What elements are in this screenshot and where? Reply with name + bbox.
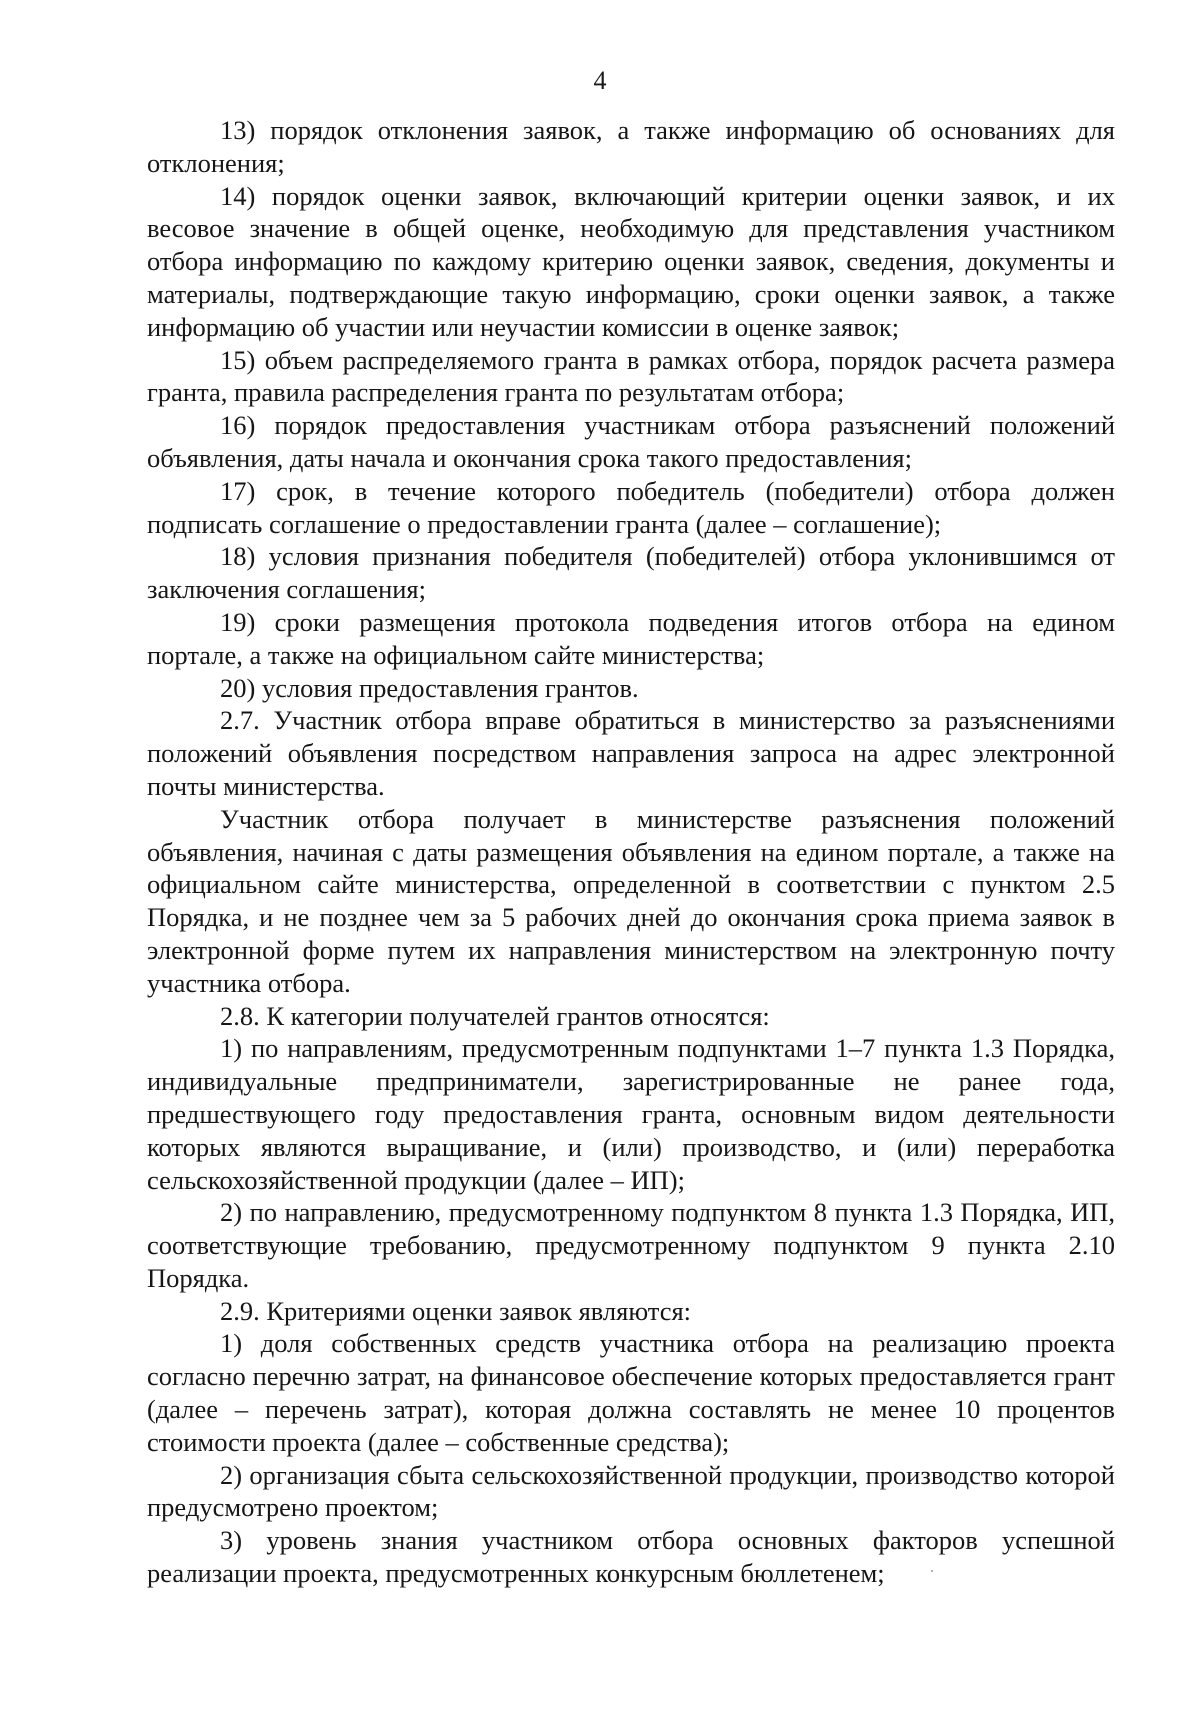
- paragraph-item-20: 20) условия предоставления грантов.: [220, 672, 639, 703]
- page-number: 4: [593, 66, 607, 95]
- paragraph-criterion-2: 2) организация сбыта сельскохозяйственной продукции, производство которой предусмотрено проектом;: [147, 1459, 1115, 1523]
- paragraph-item-14: 14) порядок оценки заявок, включающий критерии оценки заявок, и их весовое значение в общей оценке, необходимую для представления участником отбора информацию по каждому критерию оценки заявок, сведения, документы и материалы, подтверждающие такую информацию, сроки оценки заявок, а также информацию об участии или неучастии комиссии в оценке заявок;: [147, 180, 1115, 342]
- scan-speck: [931, 1570, 933, 1572]
- document-body: [147, 114, 1115, 1590]
- paragraph-item-15: 15) объем распределяемого гранта в рамках отбора, порядок расчета размера гранта, правила распределения гранта по результатам отбора;: [147, 344, 1115, 408]
- paragraph-section-2-7: 2.7. Участник отбора вправе обратиться в министерство за разъяснениями положений объявления посредством направления запроса на адрес электронной почты министерства.: [147, 705, 1115, 801]
- paragraph-clarifications: Участник отбора получает в министерстве разъяснения положений объявления, начиная с даты размещения объявления на едином портале, а также на официальном сайте министерства, определенной в соответствии с пунктом 2.5 Порядка, и не позднее чем за 5 рабочих дней до окончания срока приема заявок в электронной форме путем их направления министерством на электронную почту участника отбора.: [147, 803, 1115, 998]
- paragraph-section-2-9: 2.9. Критериями оценки заявок являются:: [220, 1295, 692, 1326]
- paragraph-item-18: 18) условия признания победителя (победителей) отбора уклонившимся от заключения соглашения;: [147, 541, 1115, 605]
- paragraph-criterion-3: 3) уровень знания участником отбора основных факторов успешной реализации проекта, предусмотренных конкурсным бюллетенем;: [147, 1525, 1115, 1589]
- paragraph-item-19: 19) сроки размещения протокола подведения итогов отбора на едином портале, а также на официальном сайте министерства;: [147, 606, 1115, 670]
- paragraph-item-17: 17) срок, в течение которого победитель (победители) отбора должен подписать соглашение о предоставлении гранта (далее – соглашение);: [147, 475, 1115, 539]
- paragraph-section-2-8: 2.8. К категории получателей грантов относятся:: [220, 1000, 770, 1031]
- paragraph-item-16: 16) порядок предоставления участникам отбора разъяснений положений объявления, даты начала и окончания срока такого предоставления;: [147, 410, 1115, 473]
- paragraph-criterion-1: 1) доля собственных средств участника отбора на реализацию проекта согласно перечню затрат, на финансовое обеспечение которых предоставляется грант (далее – перечень затрат), которая должна составлять не менее 10 процентов стоимости проекта (далее – собственные средства);: [147, 1328, 1115, 1457]
- paragraph-recipient-category-1: 1) по направлениям, предусмотренным подпунктами 1–7 пункта 1.3 Порядка, индивидуальные предприниматели, зарегистрированные не ранее года, предшествующего году предоставления гранта, основным видом деятельности которых являются выращивание, и (или) производство, и (или) переработка сельскохозяйственной продукции (далее – ИП);: [147, 1033, 1115, 1195]
- paragraph-recipient-category-2: 2) по направлению, предусмотренному подпунктом 8 пункта 1.3 Порядка, ИП, соответствующие требованию, предусмотренному подпунктом 9 пункта 2.10 Порядка.: [147, 1197, 1115, 1293]
- paragraph-item-13: 13) порядок отклонения заявок, а также информацию об основаниях для отклонения;: [147, 115, 1115, 178]
